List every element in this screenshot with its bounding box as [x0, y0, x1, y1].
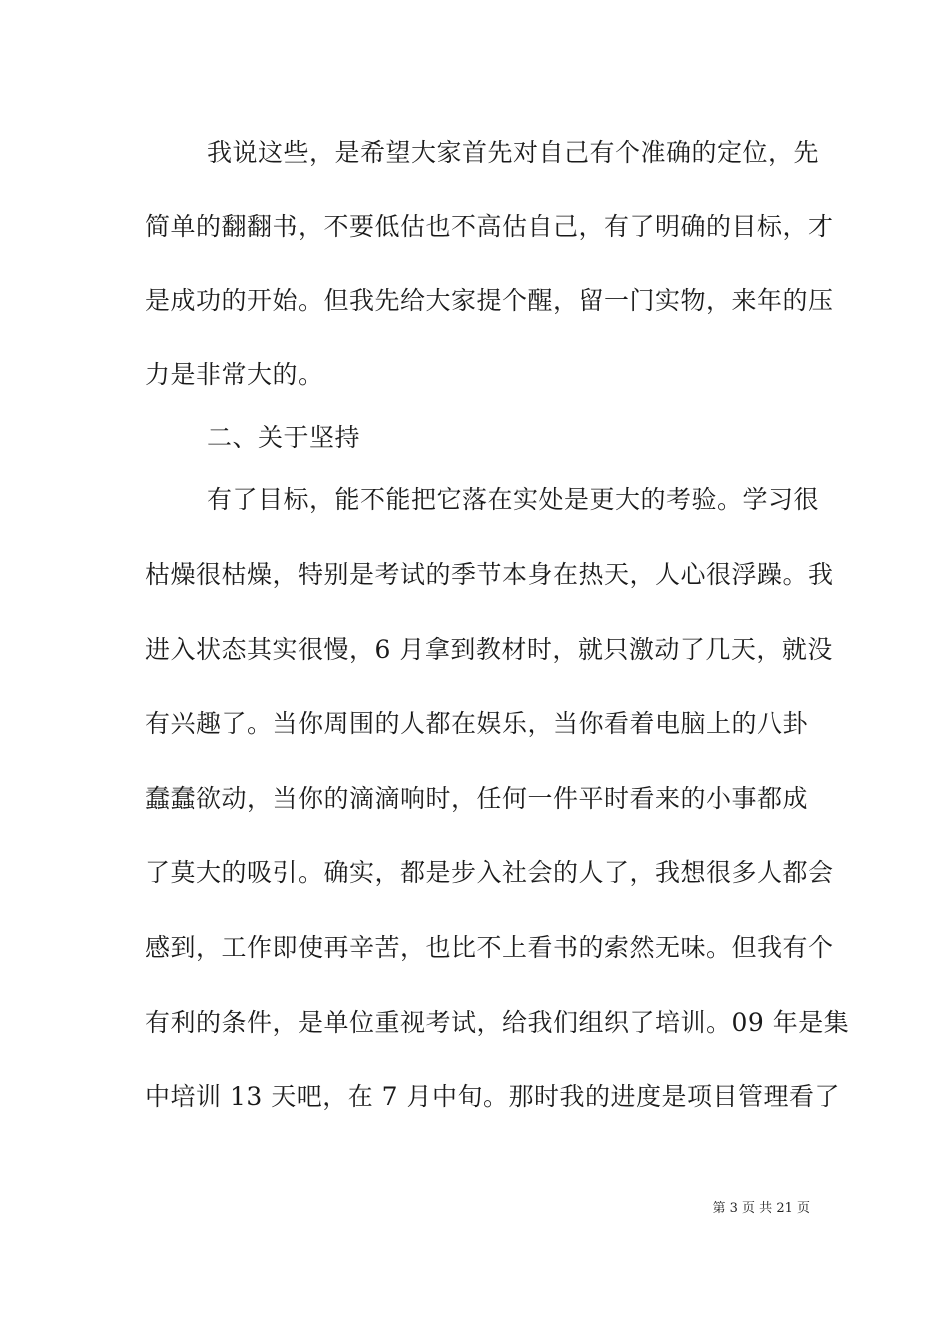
page-number-footer: 第 3 页 共 21 页 [712, 1201, 810, 1216]
paragraph-line: 枯燥很枯燥，特别是考试的季节本身在热天，人心很浮躁。我 [145, 560, 834, 589]
paragraph-line: 力是非常大的。 [145, 360, 324, 389]
paragraph-line: 我说这些，是希望大家首先对自己有个准确的定位，先 [207, 138, 820, 167]
paragraph-line: 进入状态其实很慢，6 月拿到教材时，就只激动了几天，就没 [145, 635, 833, 664]
paragraph-line: 有利的条件，是单位重视考试，给我们组织了培训。09 年是集 [145, 1008, 850, 1037]
paragraph-line: 是成功的开始。但我先给大家提个醒，留一门实物，来年的压 [145, 286, 834, 315]
paragraph-line: 有兴趣了。当你周围的人都在娱乐，当你看着电脑上的八卦 [145, 709, 809, 738]
paragraph-line: 中培训 13 天吧，在 7 月中旬。那时我的进度是项目管理看了 [145, 1082, 841, 1111]
paragraph-line: 感到，工作即使再辛苦，也比不上看书的索然无味。但我有个 [145, 933, 834, 962]
paragraph-line: 蠢蠢欲动，当你的滴滴响时，任何一件平时看来的小事都成 [145, 784, 809, 813]
paragraph-line: 有了目标，能不能把它落在实处是更大的考验。学习很 [207, 485, 820, 514]
paragraph-line: 简单的翻翻书，不要低估也不高估自己，有了明确的目标，才 [145, 212, 834, 241]
paragraph-line: 了莫大的吸引。确实，都是步入社会的人了，我想很多人都会 [145, 858, 834, 887]
section-heading: 二、关于坚持 [207, 423, 361, 452]
